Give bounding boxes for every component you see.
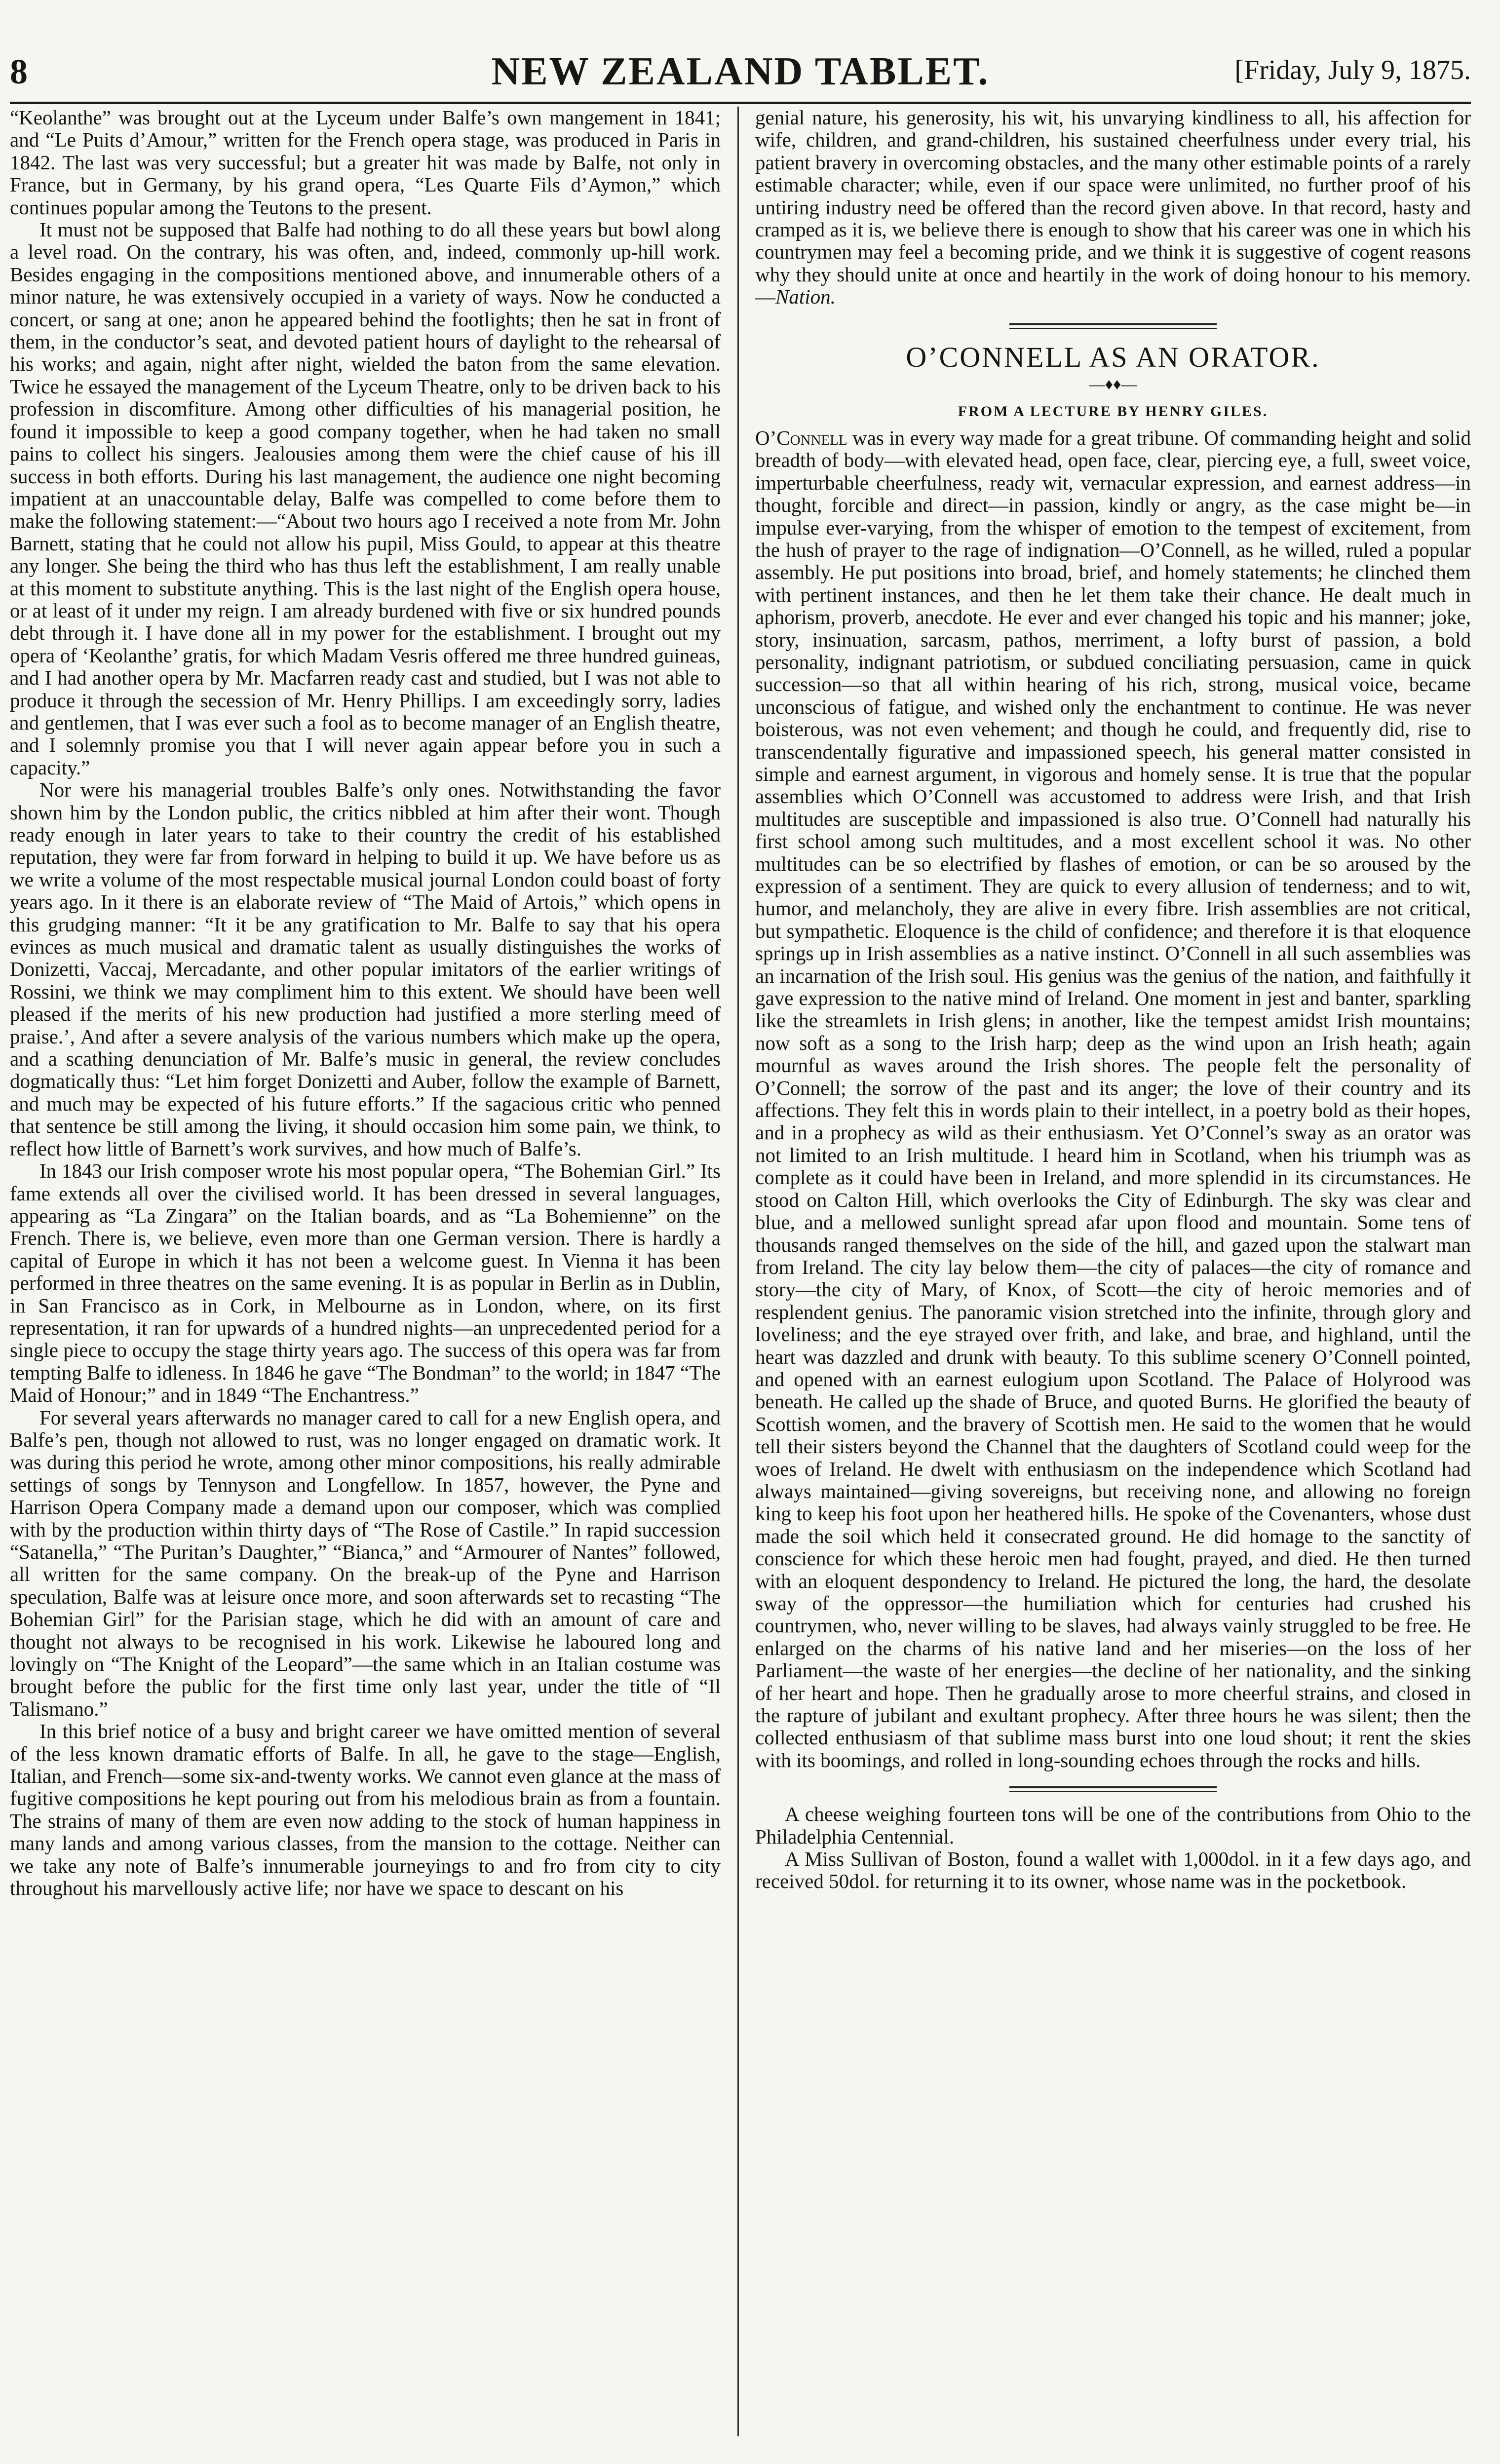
left-column [10, 107, 721, 2436]
article-paragraph: For several years afterwards no manager cared to call for a new English opera, and Balfe’s pen, though not allowed to rust, was no longer engaged on dramatic work. It was during this period he wrote, among other minor compositions, his really admirable settings of songs by Tennyson and Longfellow. In 1857, however, the Pyne and Harrison Opera Company made a demand upon our composer, which was complied with by the production within thirty days of “The Rose of Castile.” In rapid succession “Satanella,” “The Puritan’s Daughter,” “Bianca,” and “Armourer of Nantes” followed, all written for the same company. On the break-up of the Pyne and Harrison speculation, Balfe was at leisure once more, and soon afterwards set to recasting “The Bohemian Girl” for the Parisian stage, which he did with an amount of care and thought not always to be recognised in his work. Likewise he laboured long and lovingly on “The Knight of the Leopard”—the same which in an Italian costume was brought before the public for the first time only last year, under the title of “Il Talismano.” [10, 1406, 721, 1720]
section-rule [1009, 323, 1217, 329]
article-continuation [755, 107, 1471, 308]
column-divider [737, 107, 739, 2436]
right-column [755, 107, 1471, 2436]
news-note: A Miss Sullivan of Boston, found a wallet with 1,000dol. in it a few days ago, and received 50dol. for returning it to its owner, whose name was in the pocketbook. [755, 1848, 1471, 1893]
issue-date: [Friday, July 9, 1875. [1234, 55, 1471, 85]
article-paragraph: Nor were his managerial troubles Balfe’s only ones. Notwithstanding the favor shown him by the London public, the critics nibbled at him after their wont. Though ready enough in later years to take to their country the credit of his established reputation, they were far from forward in helping to build it up. We have before us as we write a volume of the most respectable musical journal London could boast of forty years ago. In it there is an elaborate review of “The Maid of Artois,” which opens in this grudging manner: “It it be any gratification to Mr. Balfe to say that his opera evinces as much musical and dramatic talent as usually distinguishes the works of Donizetti, Vaccaj, Mercadante, and other popular imitators of the earlier writings of Rossini, we think we may compliment him to this extent. We should have been well pleased if the merits of his new production had justified a more sterling meed of praise.’, And after a severe analysis of the various numbers which make up the opera, and a scathing denunciation of Mr. Balfe’s music in general, the review concludes dogmatically thus: “Let him forget Donizetti and Auber, follow the example of Barnett, and much may be expected of his future efforts.” If the sagacious critic who penned that sentence be still among the living, it should occasion him some pain, we think, to reflect how little of Barnett’s work survives, and how much of Balfe’s. [10, 778, 721, 1160]
masthead [10, 47, 1471, 97]
title-ornament: —♦♦— [1089, 375, 1137, 393]
article-paragraph: It must not be supposed that Balfe had nothing to do all these years but bowl along a level road. On the contrary, his was often, and, indeed, commonly up-hill work. Besides engaging in the compositions mentioned above, and innumerable others of a minor nature, he was extensively occupied in a variety of ways. Now he conducted a concert, or sang at one; anon he appeared behind the footlights; then he sat in front of them, in the conductor’s seat, and devoted patient hours of daylight to the rehearsal of his works; and again, night after night, wielded the baton from the same elevation. Twice he essayed the management of the Lyceum Theatre, only to be driven back to his profession in discomfiture. Among other difficulties of his managerial position, he found it impossible to keep a good company together, when he had taken no small pains to collect his singers. Jealousies among them were the chief cause of his ill success in both efforts. During his last management, the audience one night becoming impatient at an unaccountable delay, Balfe was compelled to come before them to make the following statement:—“About two hours ago I received a note from Mr. John Barnett, stating that he could not allow his pupil, Miss Gould, to appear at this theatre any longer. She being the third who has thus left the establishment, I am really unable at this moment to substitute anything. This is the last night of the English opera house, or at least of it under my reign. I am already burdened with five or six hundred pounds debt through it. I have done all in my power for the establishment. I brought out my opera of ‘Keolanthe’ gratis, for which Madam Vesris offered me three hundred guineas, and I had another opera by Mr. Macfarren ready cast and studied, but I was not able to produce it through the secession of Mr. Henry Phillips. I am exceedingly sorry, ladies and gentlemen, that I was ever such a fool as to become manager of an English theatre, and I solemnly promise you that I will never again appear before you in such a capacity.” [10, 218, 721, 779]
article-paragraph: In this brief notice of a busy and bright career we have omitted mention of several of the less known dramatic efforts of Balfe. In all, he gave to the stage—English, Italian, and French—some six-and-twenty works. We cannot even glance at the mass of fugitive compositions he kept pouring out from his melodious brain as from a fountain. The strains of many of them are even now adding to the stock of human happiness in many lands and among various classes, from the mansion to the cottage. Neither can we take any note of Balfe’s innumerable journeyings to and fro from city to city throughout his marvellously active life; nor have we space to descant on his [10, 1720, 721, 1900]
news-note: A cheese weighing fourteen tons will be one of the contributions from Ohio to the Philadelphia Centennial. [755, 1803, 1471, 1848]
section-body [755, 427, 1471, 1771]
source-credit: Nation. [775, 285, 836, 308]
section-byline: FROM A LECTURE BY HENRY GILES. [958, 403, 1269, 420]
lead-caps: O’Connell [755, 426, 847, 449]
section-title: O’CONNELL AS AN ORATOR. [906, 341, 1320, 373]
section-body-text: was in every way made for a great tribune. Of commanding height and solid breadth of body—with elevated head, open face, clear, piercing eye, a full, sweet voice, imperturbable cheerfulness, ready wit, vernacular expression, and earnest address—in thought, forcible and direct—in passion, kindly or angry, as the case might be—in impulse ever-varying, from the whisper of emotion to the tempest of excitement, from the hush of prayer to the rage of indignation—O’Connell, as he willed, ruled a popular assembly. He put positions into broad, brief, and homely statements; he clinched them with pertinent instances, and then he let them take their chance. He dealt much in aphorism, proverb, anecdote. He ever and ever changed his topic and his manner; joke, story, insinuation, sarcasm, pathos, merriment, a lofty burst of passion, a bold personality, indignant patriotism, or subdued conciliating persuasion, came in quick succession—so that all within hearing of his rich, strong, musical voice, became unconscious of fatigue, and wished only the enchantment to continue. He was never boisterous, was not even vehement; and though he could, and frequently did, rise to transcendentally figurative and impassioned speech, his general matter consisted in simple and earnest argument, in vigorous and homely sense. It is true that the popular assemblies which O’Connell was accustomed to address were Irish, and that Irish multitudes are susceptible and impassioned is also true. O’Connell had naturally his first school among such multitudes, and a most excellent school it was. No other multitudes can be so electrified by flashes of emotion, or can be so aroused by the expression of a sentiment. They are quick to every allusion of tenderness; and to wit, humor, and melancholy, they are alive in every fibre. Irish assemblies are not critical, but sympathetic. Eloquence is the child of confidence; and therefore it is that eloquence springs up in Irish assemblies as a native instinct. O’Connell in all such assemblies was an incarnation of the Irish soul. His genius was the genius of the nation, and faithfully it gave expression to the native mind of Ireland. One moment in jest and banter, sparkling like the streamlets in Irish glens; in another, like the tempest amidst Irish mountains; now soft as a song to the Irish harp; deep as the wind upon an Irish heath; again mournful as waves around the Irish shores. The people felt the personality of O’Connell; the sorrow of the past and its anger; the love of their country and its affections. They felt this in words plain to their intellect, in a poetry bold as their hopes, and in a prophecy as wild as their enthusiasm. Yet O’Connel’s sway as an orator was not limited to an Irish multitude. I heard him in Scotland, when his triumph was as complete as it could have been in Ireland, and more splendid in its circumstances. He stood on Calton Hill, which overlooks the City of Edinburgh. The sky was clear and blue, and a mellowed sunlight spread afar upon flood and mountain. Some tens of thousands ranged themselves on the side of the hill, and gazed upon the stalwart man from Ireland. The city lay below them—the city of palaces—the city of romance and story—the city of Mary, of Knox, of Scott—the city of heroic memories and of resplendent genius. The panoramic vision stretched into the infinite, through glory and loveliness; and the eye strayed over frith, and lake, and brae, and highland, until the heart was dazzled and drunk with beauty. To this sublime scenery O’Connell pointed, and opened with an earnest eulogium upon Scotland. The Palace of Holyrood was beneath. He called up the shade of Bruce, and quoted Burns. He glorified the beauty of Scottish women, and the bravery of Scottish men. He said to the women that he would tell their sisters beyond the Channel that the daughters of Scotland could weep for the woes of Ireland. He dwelt with enthusiasm on the independence which Scotland had always maintained—giving sovereigns, but receiving none, and allowing no foreign king to keep his foot upon her heathered hills. He spoke of the Covenanters, whose dust made the soil which held it consecrated ground. He did homage to the sanctity of conscience for which these heroic men had fought, prayed, and died. He then turned with an eloquent despondency to Ireland. He pictured the long, the hard, the desolate sway of the oppressor—the humiliation which for centuries had crushed his countrymen, who, never willing to be slaves, had always vainly struggled to be free. He enlarged on the charms of his native land and her miseries—on the loss of her Parliament—the waste of her energies—the decline of her nationality, and the sinking of her heart and hope. Then he gradually arose to more cheerful strains, and closed in the rapture of jubilant and exultant prophecy. After three hours he was silent; then the collected enthusiasm of that sublime mass burst into one loud shout; it rent the skies with its boomings, and rolled in long-sounding echoes through the rocks and hills. [755, 426, 1471, 1771]
newspaper-title: NEW ZEALAND TABLET. [491, 50, 990, 93]
article-paragraph: “Keolanthe” was brought out at the Lyceum under Balfe’s own mangement in 1841; and “Le Puits d’Amour,” written for the French opera stage, was produced in Paris in 1842. The last was very successful; but a greater hit was made by Balfe, not only in France, but in Germany, by his grand opera, “Les Quarte Fils d’Aymon,” which continues popular among the Teutons to the present. [10, 107, 721, 219]
notes-rule [1009, 1786, 1217, 1792]
article-paragraph: In 1843 our Irish composer wrote his most popular opera, “The Bohemian Girl.” Its fame extends all over the civilised world. It has been dressed in several languages, appearing as “La Zingara” on the Italian boards, and as “La Bohemienne” on the French. There is, we believe, even more than one German version. There is hardly a capital of Europe in which it has not been a welcome guest. In Vienna it has been performed in three theatres on the same evening. It is as popular in Berlin as in Dublin, in San Francisco as in Cork, in Melbourne as in London, where, on its first representation, it ran for upwards of a hundred nights—an unprecedented period for a single piece to occupy the stage thirty years ago. The success of this opera was far from tempting Balfe to idleness. In 1846 he gave “The Bondman” to the world; in 1847 “The Maid of Honour;” and in 1849 “The Enchantress.” [10, 1159, 721, 1407]
masthead-rule [10, 102, 1471, 104]
continuation-text: genial nature, his generosity, his wit, his unvarying kindliness to all, his affection for wife, children, and grand-children, his sustained cheerfulness under every trial, his patient bravery in overcoming obstacles, and the many other estimable points of a rarely estimable character; while, even if our space were unlimited, no further proof of his untiring industry need be offered than the record given above. In that record, hasty and cramped as it is, we believe there is enough to show that his career was one in which his countrymen may feel a becoming pride, and we think it is suggestive of cogent reasons why they should unite at once and heartily in the work of doing honour to his memory.— [755, 107, 1471, 308]
page-number: 8 [10, 52, 28, 91]
